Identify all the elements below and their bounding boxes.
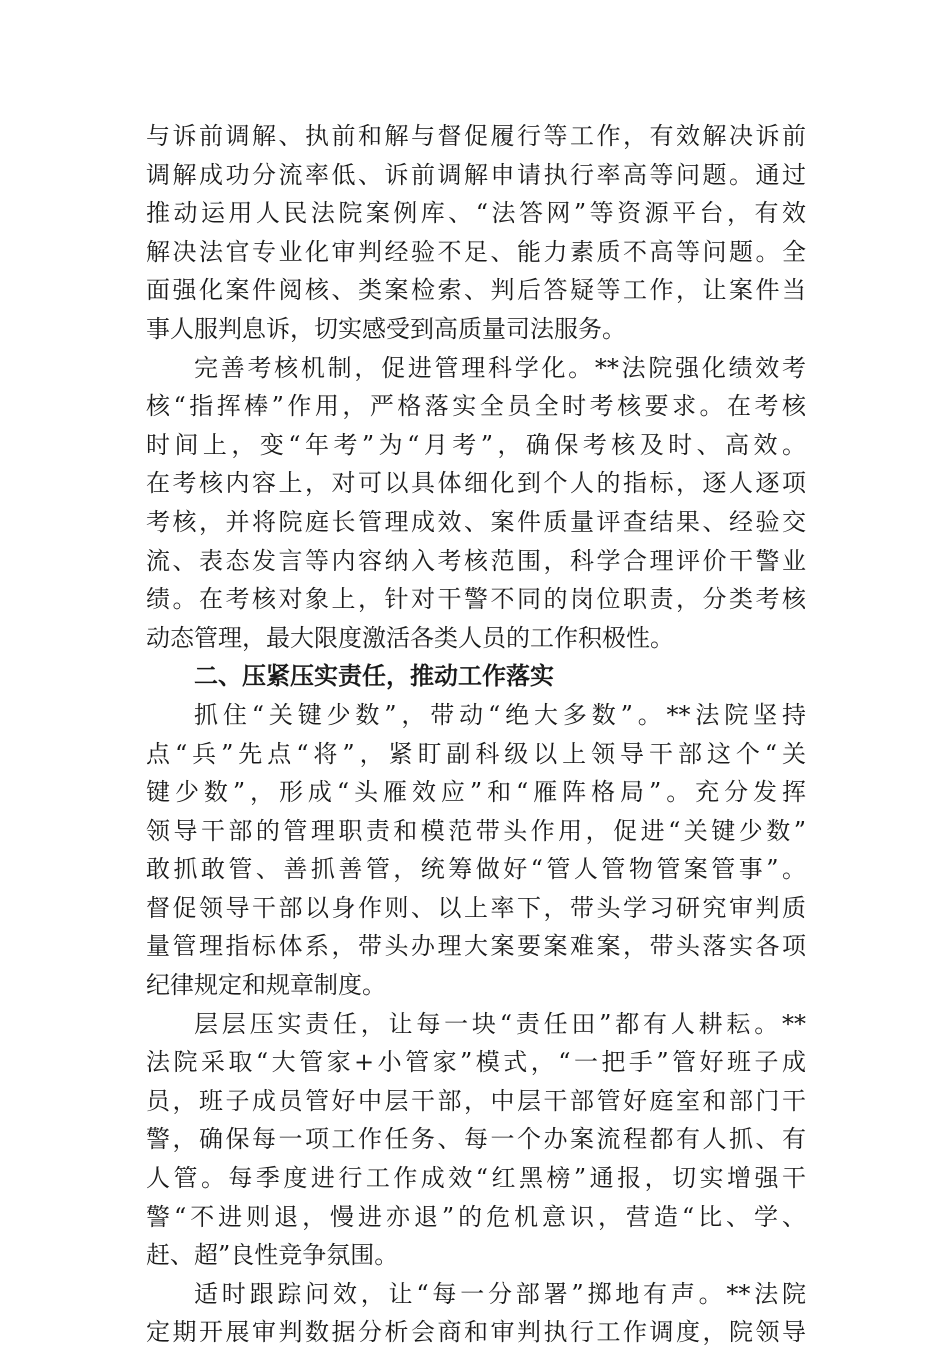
text-line: 动态管理，最大限度激活各类人员的工作积极性。 [146,623,674,652]
text-line: 适时跟踪问效，让“每一分部署”掷地有声。**法院 [194,1279,806,1308]
text-line: 面强化案件阅核、类案检索、判后答疑等工作，让案件当 [146,276,806,305]
text-line: 量管理指标体系，带头办理大案要案难案，带头落实各项 [146,932,806,961]
text-line: 纪律规定和规章制度。 [146,971,386,1000]
text-line: 敢抓敢管、善抓善管，统筹做好“管人管物管案管事”。 [146,855,806,884]
text-line: 在考核内容上，对可以具体细化到个人的指标，逐人逐项 [146,469,806,498]
text-line: 点“兵”先点“将”，紧盯副科级以上领导干部这个“关 [146,739,806,768]
text-line: 与诉前调解、执前和解与督促履行等工作，有效解决诉前 [146,122,806,150]
text-line: 考核，并将院庭长管理成效、案件质量评查结果、经验交 [146,507,806,536]
text-line: 层层压实责任，让每一块“责任田”都有人耕耘。** [194,1009,806,1038]
text-line: 警“不进则退，慢进亦退”的危机意识，营造“比、学、 [146,1202,806,1231]
section-heading: 二、压紧压实责任，推动工作落实 [194,662,554,691]
text-line: 解决法官专业化审判经验不足、能力素质不高等问题。全 [146,237,806,266]
text-line: 推动运用人民法院案例库、“法答网”等资源平台，有效 [146,199,806,228]
text-line: 督促领导干部以身作则、以上率下，带头学习研究审判质 [146,893,806,922]
text-line: 绩。在考核对象上，针对干警不同的岗位职责，分类考核 [146,585,806,614]
text-line: 抓住“关键少数”，带动“绝大多数”。**法院坚持 [194,700,806,729]
text-line: 调解成功分流率低、诉前调解申请执行率高等问题。通过 [146,160,806,189]
text-line: 定期开展审判数据分析会商和审判执行工作调度，院领导 [146,1318,806,1347]
text-line: 领导干部的管理职责和模范带头作用，促进“关键少数” [146,816,806,845]
text-line: 事人服判息诉，切实感受到高质量司法服务。 [146,314,626,343]
text-line: 警，确保每一项工作任务、每一个办案流程都有人抓、有 [146,1125,806,1154]
document-body [146,117,806,1352]
text-line: 赶、超”良性竞争氛围。 [146,1241,399,1270]
text-line: 键少数”，形成“头雁效应”和“雁阵格局”。充分发挥 [146,778,806,807]
text-line: 完善考核机制，促进管理科学化。**法院强化绩效考 [194,353,806,382]
text-line: 流、表态发言等内容纳入考核范围，科学合理评价干警业 [146,546,806,575]
text-line: 时间上，变“年考”为“月考”，确保考核及时、高效。 [146,430,806,459]
text-line: 员，班子成员管好中层干部，中层干部管好庭室和部门干 [146,1086,806,1115]
text-line: 核“指挥棒”作用，严格落实全员全时考核要求。在考核 [146,392,806,421]
text-line: 法院采取“大管家+小管家”模式，“一把手”管好班子成 [146,1048,806,1077]
text-line: 人管。每季度进行工作成效“红黑榜”通报，切实增强干 [146,1164,806,1193]
